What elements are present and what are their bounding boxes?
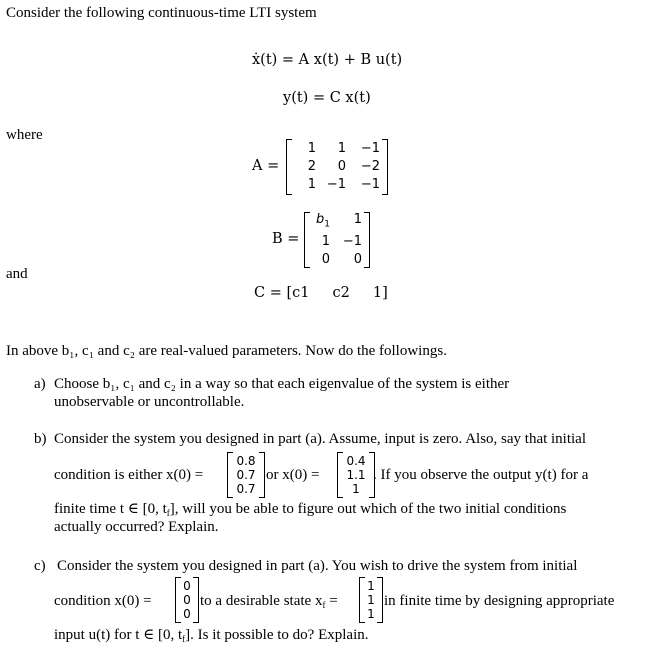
- x0-zero-values: [181, 579, 193, 621]
- matrix-b: [304, 212, 370, 268]
- part-b-cond-prefix: condition is either x(0) =: [54, 467, 204, 483]
- vector-entry: 1: [367, 593, 375, 607]
- matrix_B-cell: 1: [353, 211, 362, 227]
- vector-entry: 0.7: [236, 482, 256, 496]
- part-b-line3: finite time t ∈ [0, $t_f$], will you be able to figure out which of the two initial conditions: [54, 501, 567, 518]
- vector-entry: 1: [352, 482, 360, 496]
- left-bracket: [286, 139, 292, 195]
- matrix_A-cell: −1: [360, 141, 380, 156]
- vector-entry: 1: [367, 607, 375, 621]
- x0-a-values: [233, 454, 259, 496]
- output-equation: y(t) = C x(t): [283, 90, 371, 106]
- matrix_A-cell: −2: [360, 159, 380, 174]
- right-bracket: [193, 577, 199, 623]
- matrix-b-grid: [310, 211, 364, 270]
- right-bracket: [259, 452, 265, 498]
- matrix-a-label: A =: [252, 158, 280, 174]
- where-label: where: [6, 127, 43, 143]
- matrix-a: [286, 139, 388, 195]
- matrix-a-grid: [292, 140, 382, 194]
- matrix_B-cell: $b_1$: [316, 211, 330, 230]
- part-a-marker: a): [34, 376, 46, 392]
- vector-entry: 1.1: [346, 468, 366, 482]
- matrix_B-cell: −1: [342, 234, 362, 250]
- part-b-or-text: or x(0) =: [266, 467, 320, 483]
- vector-entry: 0: [183, 593, 191, 607]
- matrix_A-cell: 0: [337, 159, 346, 174]
- vector-entry: 0: [183, 579, 191, 593]
- parameters-text: In above b₁, c₁ and c₂ are real-valued parameters. Now do the followings.: [6, 343, 447, 359]
- left-bracket: [175, 577, 181, 623]
- x0-zero-vector: [175, 577, 199, 623]
- part-a-line2: unobservable or uncontrollable.: [54, 394, 245, 410]
- state-equation: ẋ(t) = A x(t) + B u(t): [252, 52, 403, 68]
- part-c-cond-prefix: condition x(0) =: [54, 593, 152, 609]
- matrix_A-cell: 1: [307, 177, 316, 192]
- matrix_B-cell: 1: [321, 234, 330, 250]
- part-b-cond-suffix: . If you observe the output y(t) for a: [373, 467, 589, 483]
- part-c-line3: input u(t) for t ∈ [0, $t_f$]. Is it possible to do? Explain.: [54, 627, 369, 644]
- right-bracket: [382, 139, 388, 195]
- vector-entry: 1: [367, 579, 375, 593]
- xf-vector: [359, 577, 383, 623]
- and-label: and: [6, 266, 28, 282]
- part-a-line1: Choose b₁, c₁ and c₂ in a way so that each eigenvalue of the system is either: [54, 376, 510, 392]
- xf-values: [365, 579, 377, 621]
- vector-entry: 0.7: [236, 468, 256, 482]
- vector-entry: 0: [183, 607, 191, 621]
- intro-text: Consider the following continuous-time LTI system: [6, 5, 317, 21]
- part-c-marker: c): [34, 558, 46, 574]
- part-b-marker: b): [34, 431, 47, 447]
- right-bracket: [377, 577, 383, 623]
- x0-b-values: [343, 454, 369, 496]
- left-bracket: [337, 452, 343, 498]
- matrix_A-cell: −1: [360, 177, 380, 192]
- matrix_A-cell: −1: [326, 177, 346, 192]
- matrix_B-cell: 0: [353, 252, 362, 268]
- matrix_B-cell: 0: [321, 252, 330, 268]
- matrix-c: C = [c1 c2 1]: [254, 285, 388, 301]
- x0-vector-b: [337, 452, 375, 498]
- matrix_A-cell: 1: [307, 141, 316, 156]
- x0-vector-a: [227, 452, 265, 498]
- part-c-line1: Consider the system you designed in part (a). You wish to drive the system from initial: [57, 558, 578, 574]
- left-bracket: [304, 212, 310, 268]
- vector-entry: 0.8: [236, 454, 256, 468]
- left-bracket: [227, 452, 233, 498]
- part-c-mid-text: to a desirable state $x_f$ =: [200, 593, 338, 610]
- right-bracket: [364, 212, 370, 268]
- vector-entry: 0.4: [346, 454, 366, 468]
- left-bracket: [359, 577, 365, 623]
- matrix_A-cell: 1: [337, 141, 346, 156]
- matrix-b-label: B =: [272, 231, 300, 247]
- part-c-cond-suffix: in finite time by designing appropriate: [384, 593, 615, 609]
- part-b-line4: actually occurred? Explain.: [54, 519, 219, 535]
- part-b-line1: Consider the system you designed in part (a). Assume, input is zero. Also, say that initial: [54, 431, 587, 447]
- matrix_A-cell: 2: [307, 159, 316, 174]
